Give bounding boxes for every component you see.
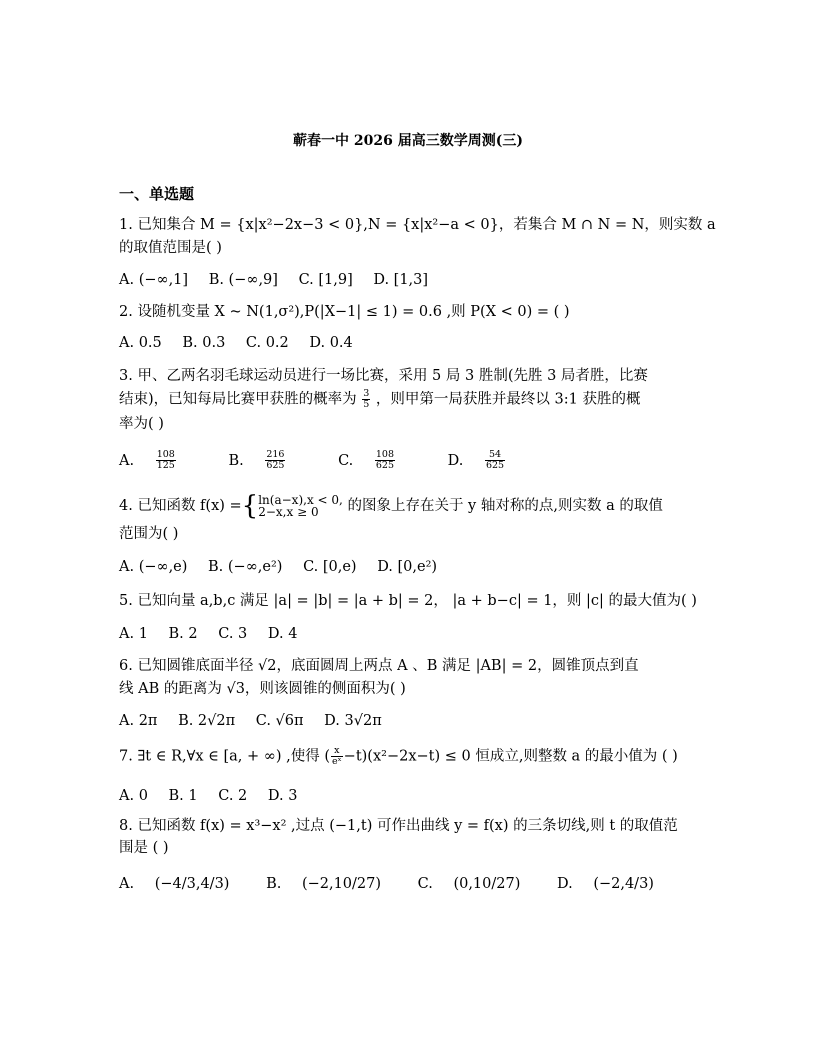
option-a: A. 0.5 xyxy=(119,335,162,351)
option-a: A. (−4/3,4/3) xyxy=(119,876,230,892)
option-a: A. (−∞,e) xyxy=(119,559,188,575)
option-c: C. (0,10/27) xyxy=(417,876,521,892)
option-b: B. (−∞,9] xyxy=(208,272,278,288)
option-b: B. 0.3 xyxy=(182,335,226,351)
question-7-options xyxy=(119,786,313,806)
option-d: D. 0.4 xyxy=(309,335,353,351)
option-c: C. √6π xyxy=(255,713,304,729)
question-8-line-1: 8. 已知函数 f(x) = x³−x² ,过点 (−1,t) 可作出曲线 y = f(x) 的三条切线,则 t 的取值范 xyxy=(119,818,678,834)
question-6-line-1: 6. 已知圆锥底面半径 √2，底面圆周上两点 A 、B 满足 |AB| = 2，圆锥顶点到直 xyxy=(119,658,639,674)
question-2-options xyxy=(119,333,369,353)
option-b: B. (−∞,e²) xyxy=(208,559,283,575)
option-b: B. 2√2π xyxy=(178,713,236,729)
page-title: 蕲春一中 2026 届高三数学周测(三) xyxy=(293,133,523,149)
question-7-line-1: 7. ∃t ∈ R,∀x ∈ [a, + ∞) ,使得 ( $\frac{x}{\text{eˣ}}$ −t)(x²−2x−t) ≤ 0 恒成立,则整数 a 的最小值为 ( ) xyxy=(119,745,678,767)
option-a: A. 0 xyxy=(119,788,148,804)
question-6-line-2: 线 AB 的距离为 √3，则该圆锥的侧面积为( ) xyxy=(119,681,406,697)
question-6-options xyxy=(119,711,398,731)
question-2-line-1: 2. 设随机变量 X ~ N(1,σ²),P(|X−1| ≤ 1) = 0.6 ,则 P(X < 0) = ( ) xyxy=(119,304,570,320)
option-c: C. 2 xyxy=(218,788,248,804)
question-1-options xyxy=(119,270,444,290)
question-4-line-2: 范围为( ) xyxy=(119,526,179,542)
question-8-options xyxy=(119,874,686,894)
question-4-line-1: 4. 已知函数 f(x) ={ ln(a−x),x < 0, 2−x,x ≥ 0 的图象上存在关于 y 轴对称的点,则实数 a 的取值 xyxy=(119,491,663,521)
option-b: B. 1 xyxy=(168,788,198,804)
section-heading: 一、单选题 xyxy=(119,185,195,203)
option-c: C. [1,9] xyxy=(298,272,353,288)
fraction: $\frac{3}{5}$ xyxy=(363,388,370,410)
question-3-options xyxy=(119,450,553,471)
option-c: C. 3 xyxy=(218,626,248,642)
option-a: A. (−∞,1] xyxy=(119,272,189,288)
fraction: $\frac{x}{\text{eˣ}}$ xyxy=(332,745,342,767)
option-d: D. 4 xyxy=(267,626,298,642)
question-3-line-2: 结束)，已知每局比赛甲获胜的概率为 $\frac{3}{5}$ ，则甲第一局获胜并最终以 3:1 获胜的概 xyxy=(119,388,641,410)
option-d: D. 3√2π xyxy=(324,713,382,729)
option-d: D. [0,e²) xyxy=(377,559,438,575)
question-1-line-1: 1. 已知集合 M = {x|x²−2x−3 < 0},N = {x|x²−a < 0}，若集合 M ∩ N = N，则实数 a xyxy=(119,217,716,233)
question-1-line-2: 的取值范围是( ) xyxy=(119,240,222,256)
option-a: A. 1 xyxy=(119,626,148,642)
option-d: D. [1,3] xyxy=(373,272,429,288)
question-3-line-1: 3. 甲、乙两名羽毛球运动员进行一场比赛，采用 5 局 3 胜制(先胜 3 局者胜，比赛 xyxy=(119,368,648,384)
option-c: C. [0,e) xyxy=(303,559,357,575)
option-a: A. $\frac{108}{125}$ xyxy=(119,449,175,471)
option-a: A. 2π xyxy=(119,713,158,729)
option-b: B. 2 xyxy=(168,626,198,642)
option-d: D. 3 xyxy=(267,788,298,804)
question-4-options xyxy=(119,557,453,577)
question-3-line-3: 率为( ) xyxy=(119,416,164,432)
option-b: B. $\frac{216}{625}$ xyxy=(228,449,285,471)
question-5-line-1: 5. 已知向量 a,b,c 满足 |a| = |b| = |a + b| = 2， |a + b−c| = 1，则 |c| 的最大值为( ) xyxy=(119,593,697,609)
option-c: C. $\frac{108}{625}$ xyxy=(338,449,395,471)
option-d: D. (−2,4/3) xyxy=(556,876,654,892)
question-5-options xyxy=(119,624,313,644)
piecewise-function: ln(a−x),x < 0, 2−x,x ≥ 0 xyxy=(258,493,343,519)
option-b: B. (−2,10/27) xyxy=(266,876,382,892)
option-c: C. 0.2 xyxy=(245,335,289,351)
question-8-line-2: 围是 ( ) xyxy=(119,840,169,856)
option-d: D. $\frac{54}{625}$ xyxy=(447,449,505,471)
